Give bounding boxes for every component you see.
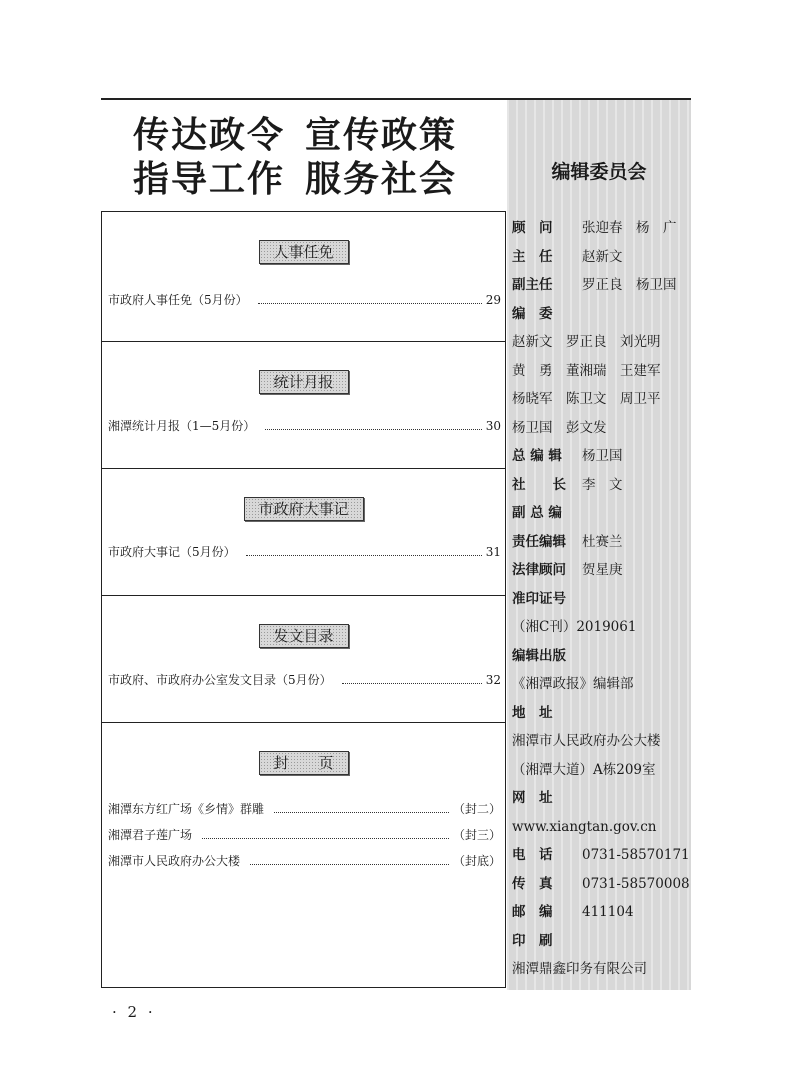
sidebar-line	[512, 646, 566, 666]
editorial-board-sidebar	[507, 100, 691, 990]
entry-text: 湘潭君子莲广场	[108, 828, 193, 842]
toc-section	[102, 212, 505, 342]
sidebar-value: 张迎春 杨 广	[582, 220, 677, 236]
dot-leader	[342, 683, 482, 684]
section-title: 市政府大事记	[243, 497, 363, 521]
toc-entry[interactable]	[108, 418, 501, 434]
toc-entry[interactable]	[108, 544, 501, 560]
slogan-line-2	[133, 159, 458, 200]
sidebar-label: 邮 编	[512, 904, 553, 920]
sidebar-value: 黄 勇 董湘瑞 王建军	[512, 362, 661, 379]
sidebar-value: 杨卫国 彭文发	[512, 419, 607, 436]
entry-text: 市政府、市政府办公室发文目录（5月份）	[108, 673, 332, 687]
entry-text: 湘潭市人民政府办公大楼	[108, 854, 241, 868]
dot-leader	[246, 555, 482, 556]
entry-page: （封二）	[452, 802, 501, 816]
sidebar-label: 副主任	[512, 277, 553, 293]
slogan-phrase: 传达政令	[133, 115, 286, 156]
sidebar-line	[512, 304, 553, 324]
toc-entry[interactable]	[108, 672, 501, 688]
entry-page: 29	[485, 293, 501, 307]
sidebar-label: 印 刷	[512, 932, 553, 949]
sidebar-line	[512, 275, 677, 295]
toc-entry[interactable]	[108, 801, 501, 817]
section-title: 人事任免	[258, 240, 348, 264]
toc-entry[interactable]	[108, 853, 501, 869]
sidebar-label: 网 址	[512, 790, 553, 806]
dot-leader	[250, 864, 449, 865]
sidebar-line	[512, 788, 553, 808]
section-title: 统计月报	[258, 370, 348, 394]
sidebar-value: 0731-58570171	[582, 847, 690, 863]
slogan-line-1	[133, 115, 458, 156]
sidebar-line	[512, 560, 623, 580]
sidebar-line	[512, 845, 690, 865]
sidebar-label: 传 真	[512, 875, 553, 892]
slogan-phrase: 宣传政策	[305, 115, 458, 156]
entry-text: 市政府大事记（5月份）	[108, 545, 236, 559]
dot-leader	[274, 812, 449, 813]
sidebar-label: 编 委	[512, 305, 553, 322]
slogan-phrase: 指导工作	[133, 159, 286, 200]
section-title: 发文目录	[258, 624, 348, 648]
entry-text: 湘潭统计月报（1—5月份）	[108, 419, 256, 433]
sidebar-value: 罗正良 杨卫国	[582, 277, 677, 293]
sidebar-line	[512, 446, 623, 466]
sidebar-value: 赵新文 罗正良 刘光明	[512, 334, 661, 350]
toc-entry[interactable]	[108, 827, 501, 843]
dot-leader	[258, 303, 482, 304]
sidebar-value: 湘潭鼎鑫印务有限公司	[512, 961, 647, 977]
sidebar-line	[512, 874, 690, 894]
sidebar-label: 副 总 编	[512, 505, 562, 521]
table-of-contents	[101, 211, 506, 988]
sidebar-line	[512, 247, 623, 267]
toc-section	[102, 723, 505, 987]
sidebar-label: 顾 问	[512, 220, 553, 236]
sidebar-value: 杜赛兰	[582, 533, 623, 550]
sidebar-line	[512, 703, 553, 723]
toc-section	[102, 596, 505, 723]
entry-page: （封三）	[452, 828, 501, 842]
sidebar-title: 编辑委员会	[551, 161, 647, 183]
slogan-phrase: 服务社会	[305, 159, 458, 200]
sidebar-line	[512, 589, 566, 609]
sidebar-line	[512, 532, 623, 552]
toc-section	[102, 342, 505, 469]
sidebar-line	[512, 931, 553, 951]
sidebar-value: 《湘潭政报》编辑部	[512, 676, 634, 692]
sidebar-label: 法律顾问	[512, 562, 566, 578]
sidebar-value: 杨卫国	[582, 448, 623, 464]
entry-page: 31	[485, 545, 501, 559]
sidebar-line	[512, 503, 562, 523]
dot-leader	[202, 838, 449, 839]
sidebar-value: （湘潭大道）A栋209室	[512, 761, 656, 778]
sidebar-value: 0731-58570008	[582, 875, 690, 892]
entry-text: 湘潭东方红广场《乡情》群雕	[108, 802, 265, 816]
sidebar-value: 赵新文	[582, 248, 623, 265]
sidebar-value: 贺星庚	[582, 562, 623, 578]
sidebar-label: 编辑出版	[512, 647, 566, 664]
sidebar-value: 李 文	[582, 476, 623, 493]
entry-text: 市政府人事任免（5月份）	[108, 293, 248, 307]
toc-entry[interactable]	[108, 292, 501, 308]
sidebar-value: www.xiangtan.gov.cn	[512, 818, 657, 835]
entry-page: 30	[485, 419, 501, 433]
sidebar-value: 湘潭市人民政府办公大楼	[512, 733, 661, 749]
entry-page: 32	[485, 673, 501, 687]
page-number: · 2 ·	[112, 1003, 156, 1021]
sidebar-label: 电 话	[512, 847, 553, 863]
sidebar-label: 准印证号	[512, 590, 566, 607]
sidebar-label: 总 编 辑	[512, 448, 562, 464]
sidebar-label: 责任编辑	[512, 533, 566, 550]
entry-page: （封底）	[452, 854, 501, 868]
sidebar-value: 杨晓军 陈卫文 周卫平	[512, 391, 661, 407]
section-title: 封 页	[258, 751, 348, 775]
sidebar-line	[512, 218, 677, 238]
sidebar-value: 411104	[582, 904, 634, 920]
toc-section	[102, 469, 505, 596]
dot-leader	[265, 429, 481, 430]
sidebar-label: 社 长	[512, 476, 566, 493]
sidebar-label: 主 任	[512, 248, 553, 265]
sidebar-line	[512, 902, 634, 922]
sidebar-value: （湘C刊）2019061	[512, 619, 637, 635]
sidebar-label: 地 址	[512, 704, 553, 721]
sidebar-line	[512, 475, 623, 495]
